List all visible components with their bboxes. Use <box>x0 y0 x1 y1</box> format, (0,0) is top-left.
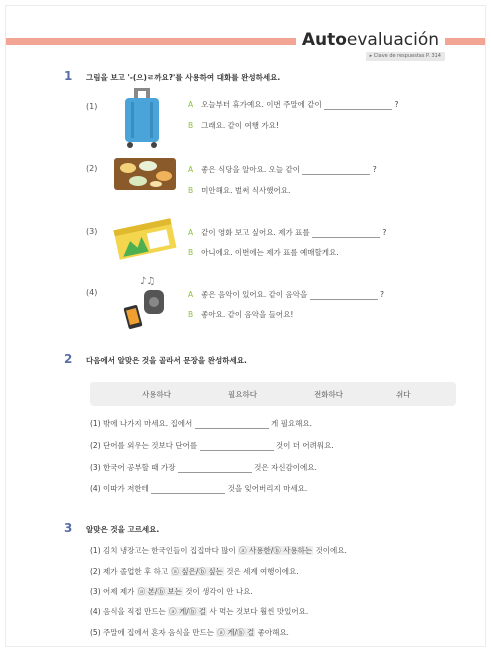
s3-item-4: (4) 음식을 직접 만드는 ⓐ 게/ⓑ 걸 사 먹는 것보다 훨씬 맛있어요. <box>90 607 309 616</box>
s1-item-3-number: (3) <box>86 227 98 236</box>
section-3-instruction: 알맞은 것을 고르세요. <box>86 525 160 534</box>
workbook-page <box>6 6 485 646</box>
s3-item-1: (1) 김치 냉장고는 한국인들이 집집마다 많이 ⓐ 사용한/ⓑ 사용하는 것이에요. <box>90 546 347 555</box>
section-1-instruction: 그림을 보고 '-(으)ㄹ까요?'를 사용하여 대화를 완성하세요. <box>86 73 281 82</box>
word-bank-item: 쉬다 <box>396 390 411 399</box>
section-2-instruction: 다음에서 알맞은 것을 골라서 문장을 완성하세요. <box>86 356 247 365</box>
word-bank-item: 필요하다 <box>228 390 257 399</box>
s1-item-3-line-b: B 아니에요. 이번에는 제가 표를 예매할게요. <box>188 248 339 257</box>
s1-item-1-line-b: B 그래요. 같이 여행 가요! <box>188 121 279 130</box>
s2-item-4: (4) 이따가 저한테 것을 잊어버리지 마세요. <box>90 484 308 493</box>
page-title: Autoevaluación <box>296 30 445 50</box>
s2-item-1: (1) 밖에 나가지 마세요. 집에서 게 필요해요. <box>90 419 313 428</box>
speaker-phone-illustration <box>118 272 174 332</box>
s1-item-4-line-a: A 좋은 음악이 있어요. 같이 음악을 ? <box>188 290 385 299</box>
s1-item-4-line-b: B 좋아요. 같이 음악을 들어요! <box>188 310 294 319</box>
word-bank-item: 사용하다 <box>142 390 171 399</box>
s1-item-4-number: (4) <box>86 288 98 297</box>
section-2-number: 2 <box>64 352 73 366</box>
s2-item-3: (3) 한국어 공부할 때 가장 것은 자신감이에요. <box>90 463 317 472</box>
s3-item-2: (2) 제가 졸업한 후 하고 ⓐ 싶은/ⓑ 싶는 것은 세계 여행이에요. <box>90 567 299 576</box>
suitcase-illustration <box>120 88 164 148</box>
s3-item-5: (5) 주말에 집에서 혼자 음식을 만드는 ⓐ 게/ⓑ 걸 좋아해요. <box>90 628 289 637</box>
s1-item-1-line-a: A 오늘부터 휴가예요. 이번 주말에 같이 ? <box>188 100 399 109</box>
s1-item-2-line-b: B 미안해요. 벌써 식사했어요. <box>188 186 291 195</box>
s1-item-2-number: (2) <box>86 164 98 173</box>
svg-text:♪♫: ♪♫ <box>140 276 156 287</box>
s2-item-2: (2) 단어를 외우는 것보다 단어를 것이 더 어려워요. <box>90 441 334 450</box>
word-bank <box>90 382 456 406</box>
section-3-number: 3 <box>64 521 73 535</box>
movie-ticket-illustration <box>112 214 178 264</box>
s3-item-3: (3) 어제 제가 ⓐ 본/ⓑ 보는 것이 생각이 안 나요. <box>90 587 253 596</box>
s1-item-3-line-a: A 같이 영화 보고 싶어요. 제가 표를 ? <box>188 228 387 237</box>
word-bank-item: 전화하다 <box>314 390 343 399</box>
s1-item-1-number: (1) <box>86 102 98 111</box>
s1-item-2-line-a: A 좋은 식당을 알아요. 오늘 같이 ? <box>188 165 377 174</box>
answer-key-tag: ▸ Clave de respuestas P. 314 <box>366 52 445 61</box>
food-table-illustration <box>112 154 178 194</box>
section-1-number: 1 <box>64 69 73 83</box>
